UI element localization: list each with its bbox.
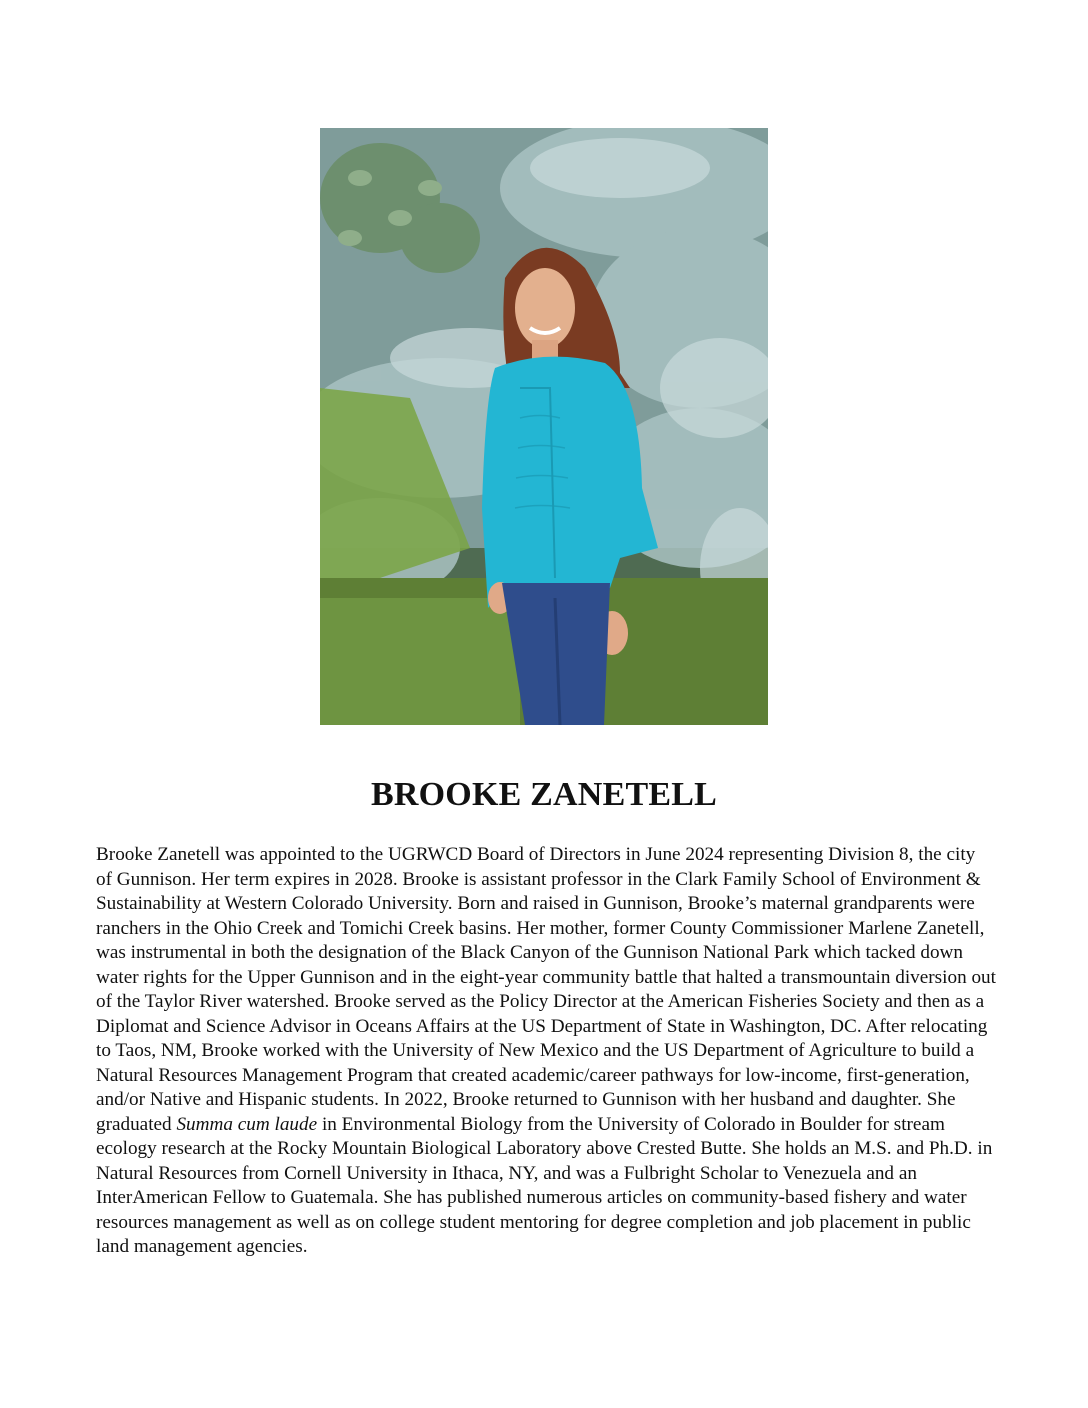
portrait-photo (320, 128, 768, 725)
biography-paragraph (96, 843, 996, 1260)
bio-text-part-1: Brooke Zanetell was appointed to the UGRWCD Board of Directors in June 2024 representing Division 8, the city of Gunnison. Her term expires in 2028. Brooke is assistant professor in the Clark Family School of Environment & Sustainability at Western Colorado University. Born and raised in Gunnison, Brooke’s maternal grandparents were ranchers in the Ohio Creek and Tomichi Creek basins. Her mother, former County Commissioner Marlene Zanetell, was instrumental in both the designation of the Black Canyon of the Gunnison National Park which tacked down water rights for the Upper Gunnison and in the eight-year community battle that halted a transmountain diversion out of the Taylor River watershed. Brooke served as the Policy Director at the American Fisheries Society and then as a Diplomat and Science Advisor in Oceans Affairs at the US Department of State in Washington, DC. After relocating to Taos, NM, Brooke worked with the University of New Mexico and the US Department of Agriculture to build a Natural Resources Management Program that created academic/career pathways for low-income, first-generation, and/or Native and Hispanic students. In 2022, Brooke returned to Gunnison with her husband and daughter. She graduated (96, 844, 996, 1135)
bio-italic-honor: Summa cum laude (176, 1113, 318, 1135)
bio-text-part-2: in Environmental Biology from the University of Colorado in Boulder for stream ecology research at the Rocky Mountain Biological Laboratory above Crested Butte. She holds an M.S. and Ph.D. in Natural Resources from Cornell University in Ithaca, NY, and was a Fulbright Scholar to Venezuela and an InterAmerican Fellow to Guatemala. She has published numerous articles on community-based fishery and water resources management as well as on college student mentoring for degree completion and job placement in public land management agencies. (96, 1113, 993, 1257)
portrait-image (320, 128, 768, 725)
person-name-heading: BROOKE ZANETELL (371, 776, 717, 813)
